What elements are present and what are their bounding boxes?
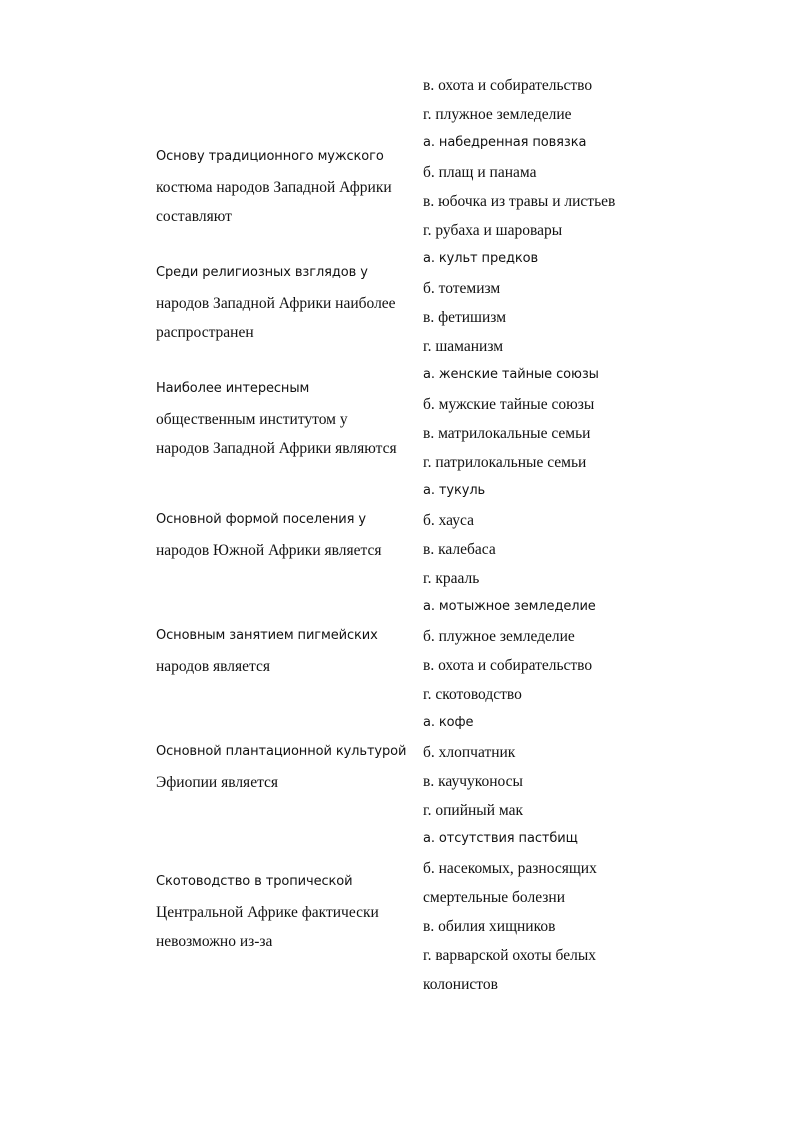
option-line: в. каучуконосы bbox=[423, 773, 523, 790]
option-line: г. плужное земледелие bbox=[423, 106, 572, 123]
option-line: а. культ предков bbox=[423, 251, 539, 266]
question-text: народов Западной Африки наиболее bbox=[156, 295, 396, 312]
option-line: а. тукуль bbox=[423, 483, 486, 498]
option-line: в. обилия хищников bbox=[423, 918, 556, 935]
option-line: колонистов bbox=[423, 976, 498, 993]
option-line: в. охота и собирательство bbox=[423, 77, 593, 94]
option-line: б. тотемизм bbox=[423, 280, 501, 297]
question-text: Основным занятием пигмейских bbox=[156, 628, 378, 643]
option-line: б. насекомых, разносящих bbox=[423, 860, 597, 877]
option-line: б. плащ и панама bbox=[423, 164, 537, 181]
option-line: в. охота и собирательство bbox=[423, 657, 593, 674]
question-text: общественным институтом у bbox=[156, 411, 348, 428]
option-line: а. отсутствия пастбищ bbox=[423, 831, 578, 846]
option-line: г. опийный мак bbox=[423, 802, 523, 819]
question-text: распространен bbox=[156, 324, 254, 341]
option-line: в. юбочка из травы и листьев bbox=[423, 193, 616, 210]
option-line: в. матрилокальные семьи bbox=[423, 425, 591, 442]
question-text: костюма народов Западной Африки bbox=[156, 179, 392, 196]
question-text: невозможно из-за bbox=[156, 933, 273, 950]
option-line: г. варварской охоты белых bbox=[423, 947, 596, 964]
option-line: б. мужские тайные союзы bbox=[423, 396, 595, 413]
question-text: народов Западной Африки являются bbox=[156, 440, 397, 457]
question-text: Эфиопии является bbox=[156, 774, 279, 791]
question-text: Скотоводство в тропической bbox=[156, 874, 353, 889]
question-text: народов является bbox=[156, 658, 271, 675]
question-text: Центральной Африке фактически bbox=[156, 904, 379, 921]
option-line: г. скотоводство bbox=[423, 686, 522, 703]
option-line: в. фетишизм bbox=[423, 309, 507, 326]
question-text: Основу традиционного мужского bbox=[156, 149, 384, 164]
option-line: г. патрилокальные семьи bbox=[423, 454, 587, 471]
option-line: г. крааль bbox=[423, 570, 480, 587]
option-line: б. хауса bbox=[423, 512, 474, 529]
option-line: а. женские тайные союзы bbox=[423, 367, 599, 382]
option-line: а. набедренная повязка bbox=[423, 135, 587, 150]
option-line: б. хлопчатник bbox=[423, 744, 516, 761]
question-text: народов Южной Африки является bbox=[156, 542, 382, 559]
option-line: а. кофе bbox=[423, 715, 474, 730]
option-line: г. шаманизм bbox=[423, 338, 504, 355]
question-text: составляют bbox=[156, 208, 232, 225]
option-line: б. плужное земледелие bbox=[423, 628, 575, 645]
question-text: Основной формой поселения у bbox=[156, 512, 366, 527]
question-text: Основной плантационной культурой bbox=[156, 744, 407, 759]
option-line: а. мотыжное земледелие bbox=[423, 599, 596, 614]
question-text: Наиболее интересным bbox=[156, 381, 310, 396]
option-line: в. калебаса bbox=[423, 541, 496, 558]
question-text: Среди религиозных взглядов у bbox=[156, 265, 368, 280]
option-line: смертельные болезни bbox=[423, 889, 565, 906]
option-line: г. рубаха и шаровары bbox=[423, 222, 563, 239]
